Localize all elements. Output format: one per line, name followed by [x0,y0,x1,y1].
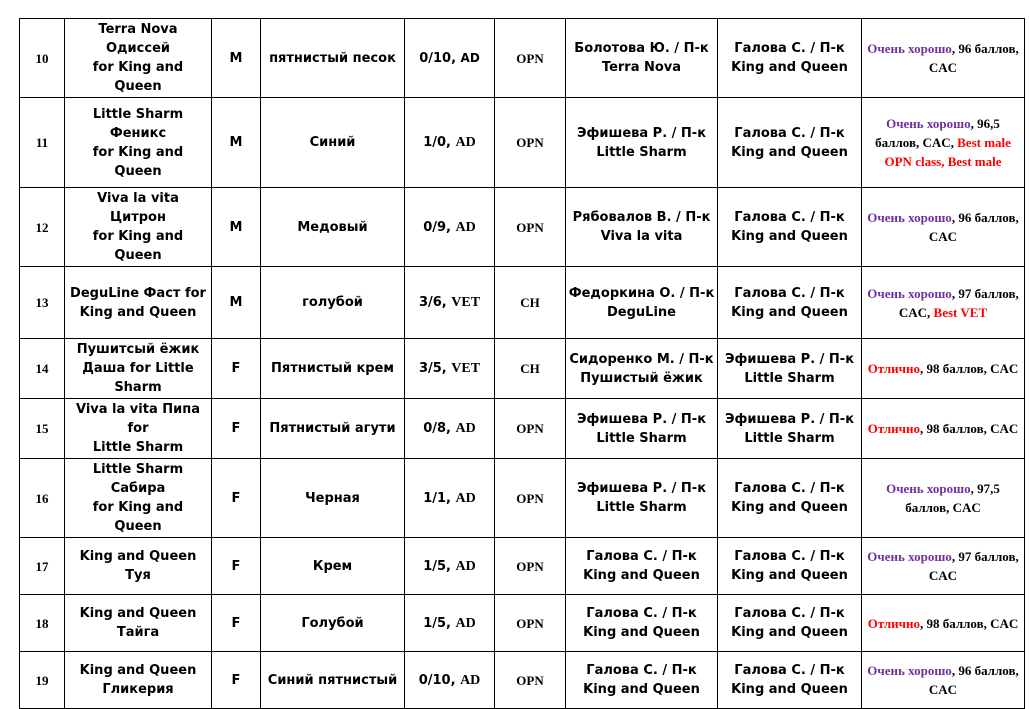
show-class-cell: CH [495,267,566,339]
row-number: 15 [20,399,65,459]
age-value: 0/10, [418,672,456,688]
score-text: , 97,5 баллов, CAC [905,481,1000,515]
animal-name-line: King and Queen [79,663,197,678]
age-class: AD [455,421,476,436]
age-class: AD [460,672,481,688]
grade-label: Очень хорошо [867,663,952,678]
table-row [20,339,1025,399]
show-class-cell: OPN [495,188,566,267]
age-value: 1/5, [423,558,451,574]
owner-line: King and Queen [731,229,848,244]
age-class: VET [451,295,481,310]
animal-name-line: for King and Queen [92,144,184,179]
owner-line: King and Queen [731,60,848,75]
row-number: 11 [20,98,65,188]
age-value: 1/0, [423,135,451,150]
row-number: 18 [20,595,65,652]
sex-cell: F [212,595,261,652]
color-cell: Синий пятнистый [261,652,405,709]
color-cell: Голубой [261,595,405,652]
breeder-cell [566,267,718,339]
sex-cell: M [212,267,261,339]
owner-line: Галова С. / П-к [734,663,845,678]
table-row [20,19,1025,98]
owner-line: Эфишева Р. / П-к [724,351,855,367]
animal-name [65,652,212,709]
animal-name [65,188,212,267]
breeder-line: Галова С. / П-к [586,663,697,678]
grade-label: Очень хорошо [867,549,952,564]
breeder-line: Эфишева Р. / П-к [576,125,707,141]
animal-name-line: for King and Queen [92,229,184,263]
breeder-line: King and Queen [583,568,700,583]
score-text: , 96,5 баллов, CAC, [875,116,1000,150]
owner-line: King and Queen [731,304,848,320]
animal-name-line: DeguLine Фаст for [70,285,206,301]
sex-cell: F [212,339,261,399]
animal-name-line: Пушитсый ёжик [76,342,200,357]
owner-cell [718,19,862,98]
grade-label: Очень хорошо [886,116,971,131]
table-row [20,459,1025,538]
breeder-line: Эфишева Р. / П-к [576,481,707,496]
result-cell [862,538,1025,595]
age-value: 1/5, [423,615,451,631]
result-cell [862,19,1025,98]
owner-line: Галова С. / П-к [734,125,845,141]
sex-cell: F [212,399,261,459]
owner-line: Галова С. / П-к [734,606,845,621]
owner-cell [718,538,862,595]
color-cell: голубой [261,267,405,339]
breeder-cell [566,339,718,399]
row-number: 19 [20,652,65,709]
animal-name-line: for King and Queen [92,500,184,534]
sex-cell: F [212,652,261,709]
animal-name [65,595,212,652]
owner-cell [718,98,862,188]
breeder-line: DeguLine [607,304,676,320]
sex-cell: M [212,19,261,98]
animal-name-line: Terra Nova Одиссей [98,22,178,56]
grade-label: Очень хорошо [886,481,971,496]
animal-name [65,459,212,538]
row-number: 16 [20,459,65,538]
color-cell: пятнистый песок [261,19,405,98]
animal-name-line: Little Sharm [92,440,184,455]
show-class-cell: OPN [495,538,566,595]
owner-line: Галова С. / П-к [734,210,845,225]
age-cell [405,399,495,459]
age-value: 0/9, [423,219,451,235]
show-class-cell: OPN [495,399,566,459]
results-table-body [20,19,1025,709]
result-cell [862,459,1025,538]
owner-line: King and Queen [731,144,848,160]
color-cell: Пятнистый агути [261,399,405,459]
result-cell [862,595,1025,652]
age-cell [405,19,495,98]
breeder-line: Федоркина О. / П-к [568,285,715,301]
age-value: 1/1, [423,490,451,506]
grade-label: Отлично [867,361,920,376]
breeder-cell [566,595,718,652]
grade-label: Очень хорошо [867,210,952,225]
owner-cell [718,595,862,652]
owner-line: King and Queen [731,682,848,697]
breeder-cell [566,98,718,188]
animal-name-line: Little Sharm Феникс [92,106,184,141]
animal-name-line: Даша for Little Sharm [82,361,194,395]
color-cell: Крем [261,538,405,595]
show-class-cell: OPN [495,652,566,709]
age-class: AD [455,615,476,631]
age-class: AD [455,135,476,150]
age-value: 0/8, [423,421,451,436]
age-class: AD [455,558,476,574]
owner-line: King and Queen [731,568,848,583]
owner-cell [718,399,862,459]
age-cell [405,652,495,709]
row-number: 13 [20,267,65,339]
score-text: , 98 баллов, CAC [919,421,1019,436]
animal-name [65,98,212,188]
result-cell [862,188,1025,267]
animal-name [65,19,212,98]
sex-cell: M [212,98,261,188]
color-cell: Синий [261,98,405,188]
age-cell [405,459,495,538]
breeder-line: Пушистый ёжик [580,370,703,386]
results-table [19,18,1025,709]
animal-name-line: Little Sharm Сабира [92,462,184,496]
score-text: , 97 баллов, CAC [928,549,1019,583]
owner-cell [718,188,862,267]
breeder-line: Эфишева Р. / П-к [576,411,707,427]
age-cell [405,538,495,595]
color-cell: Пятнистый крем [261,339,405,399]
score-text: , 98 баллов, CAC [919,615,1019,631]
owner-line: King and Queen [731,500,848,515]
breeder-line: Viva la vita [600,229,683,244]
owner-cell [718,459,862,538]
breeder-line: King and Queen [583,625,700,640]
animal-name [65,538,212,595]
score-text: , 98 баллов, CAC [919,361,1019,376]
breeder-line: Little Sharm [596,430,687,446]
age-cell [405,188,495,267]
age-class: VET [451,361,481,376]
score-text: , 96 баллов, CAC [928,663,1019,697]
breeder-line: Little Sharm [596,144,687,160]
table-row [20,267,1025,339]
owner-line: Галова С. / П-к [734,481,845,496]
sex-cell: F [212,538,261,595]
best-award: Best VET [933,304,988,320]
breeder-line: Рябовалов В. / П-к [572,210,711,225]
result-cell [862,399,1025,459]
animal-name [65,399,212,459]
row-number: 17 [20,538,65,595]
age-value: 3/6, [418,295,447,310]
score-text: , 96 баллов, CAC [928,41,1019,75]
breeder-cell [566,538,718,595]
owner-line: Эфишева Р. / П-к [724,411,855,427]
show-class-cell: OPN [495,19,566,98]
age-cell [405,595,495,652]
show-class-cell: OPN [495,595,566,652]
show-class-cell: CH [495,339,566,399]
breeder-line: Галова С. / П-к [586,606,697,621]
breeder-line: Little Sharm [596,500,687,515]
color-cell: Медовый [261,188,405,267]
owner-line: Галова С. / П-к [734,41,845,56]
owner-cell [718,267,862,339]
grade-label: Отлично [867,421,920,436]
animal-name-line: Viva la vita Пипа for [75,402,200,436]
breeder-line: King and Queen [583,682,700,697]
best-award: Best male OPN class, Best male [884,135,1011,169]
animal-name [65,267,212,339]
age-cell [405,98,495,188]
owner-line: Галова С. / П-к [734,285,845,301]
result-cell [862,98,1025,188]
table-row [20,538,1025,595]
result-cell [862,652,1025,709]
age-value: 3/5, [418,361,447,376]
row-number: 12 [20,188,65,267]
grade-label: Отлично [867,615,920,631]
animal-name-line: King and Queen Тайга [79,606,197,640]
table-row [20,188,1025,267]
table-row [20,652,1025,709]
age-cell [405,339,495,399]
breeder-line: Terra Nova [601,60,682,75]
show-class-cell: OPN [495,98,566,188]
owner-cell [718,652,862,709]
animal-name-line: King and Queen Туя [79,549,197,583]
table-row [20,595,1025,652]
age-class: AD [460,50,480,65]
row-number: 10 [20,19,65,98]
breeder-line: Сидоренко М. / П-к [569,351,714,367]
breeder-cell [566,652,718,709]
color-cell: Черная [261,459,405,538]
owner-line: Little Sharm [744,430,835,446]
score-text: , 97 баллов, CAC, [898,285,1019,320]
grade-label: Очень хорошо [867,285,952,301]
owner-cell [718,339,862,399]
result-cell [862,339,1025,399]
breeder-cell [566,399,718,459]
row-number: 14 [20,339,65,399]
table-row [20,399,1025,459]
owner-line: King and Queen [731,625,848,640]
sex-cell: M [212,188,261,267]
show-class-cell: OPN [495,459,566,538]
age-class: AD [455,219,476,235]
animal-name-line: Гликерия [102,682,174,697]
breeder-cell [566,19,718,98]
owner-line: Little Sharm [744,370,835,386]
age-cell [405,267,495,339]
animal-name [65,339,212,399]
animal-name-line: King and Queen [79,304,197,320]
breeder-cell [566,188,718,267]
table-row [20,98,1025,188]
age-class: AD [455,490,476,506]
breeder-cell [566,459,718,538]
animal-name-line: Viva la vita Цитрон [97,191,179,225]
grade-label: Очень хорошо [867,41,952,56]
breeder-line: Галова С. / П-к [586,549,697,564]
animal-name-line: for King and Queen [92,60,184,94]
age-value: 0/10, [419,50,457,66]
breeder-line: Болотова Ю. / П-к [574,41,709,56]
sex-cell: F [212,459,261,538]
score-text: , 96 баллов, CAC [928,210,1019,244]
owner-line: Галова С. / П-к [734,549,845,564]
result-cell [862,267,1025,339]
